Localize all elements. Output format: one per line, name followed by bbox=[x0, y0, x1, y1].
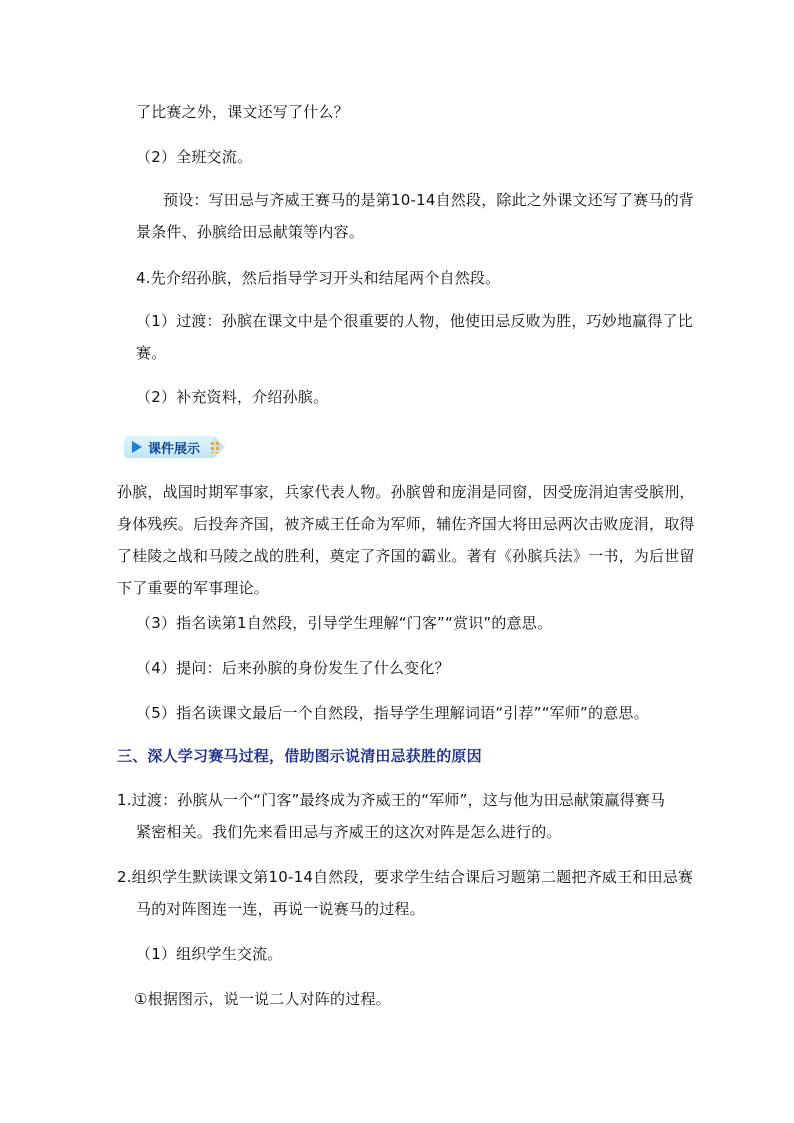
text-line: 下了重要的军事理论。 bbox=[117, 579, 270, 597]
text-line: 景条件、孙膑给田忌献策等内容。 bbox=[136, 223, 365, 241]
text-line: ①根据图示，说一说二人对阵的过程。 bbox=[134, 990, 391, 1008]
text-line: 1.过渡：孙膑从一个“门客”最终成为齐威王的“军师”，这与他为田忌献策赢得赛马 bbox=[117, 791, 666, 809]
text-line: 马的对阵图连一连，再说一说赛马的过程。 bbox=[136, 900, 425, 918]
text-line: （4）提问：后来孙膑的身份发生了什么变化？ bbox=[136, 659, 450, 677]
text-line: 预设：写田忌与齐威王赛马的是第10-14自然段，除此之外课文还写了赛马的背 bbox=[163, 191, 694, 209]
text-line: （2）补充资料，介绍孙膑。 bbox=[136, 388, 329, 406]
text-line: 身体残疾。后投奔齐国，被齐威王任命为军师，辅佐齐国大将田忌两次击败庞涓，取得 bbox=[117, 515, 695, 533]
text-line: （5）指名读课文最后一个自然段，指导学生理解词语“引荐”“军师”的意思。 bbox=[136, 704, 649, 722]
text-line: 了桂陵之战和马陵之战的胜利，奠定了齐国的霸业。著有《孙膑兵法》一书，为后世留 bbox=[117, 547, 695, 565]
text-line: （2）全班交流。 bbox=[136, 148, 253, 166]
text-line: 4.先介绍孙膑，然后指导学习开头和结尾两个自然段。 bbox=[136, 269, 501, 287]
text-line: （1）组织学生交流。 bbox=[136, 945, 283, 963]
text-line: （3）指名读第1自然段，引导学生理解“门客”“赏识”的意思。 bbox=[136, 614, 553, 632]
courseware-badge-body bbox=[124, 436, 214, 458]
text-line: （1）过渡：孙膑在课文中是个很重要的人物，他使田忌反败为胜，巧妙地赢得了比 bbox=[136, 312, 693, 330]
play-triangle-icon bbox=[132, 441, 142, 453]
text-line: 孙膑，战国时期军事家，兵家代表人物。孙膑曾和庞涓是同窗，因受庞涓迫害受膑刑， bbox=[117, 483, 695, 501]
courseware-badge-label: 课件展示 bbox=[148, 441, 201, 457]
text-line: 了比赛之外，课文还写了什么？ bbox=[136, 103, 349, 121]
text-line: 2.组织学生默读课文第10-14自然段，要求学生结合课后习题第二题把齐威王和田忌赛 bbox=[117, 868, 694, 886]
text-line: 紧密相关。我们先来看田忌与齐威王的这次对阵是怎么进行的。 bbox=[136, 823, 562, 841]
courseware-badge bbox=[124, 436, 214, 458]
decorative-dots-icon bbox=[210, 441, 220, 453]
section-heading: 三、深人学习赛马过程，借助图示说清田忌获胜的原因 bbox=[117, 747, 482, 765]
text-line: 赛。 bbox=[136, 344, 167, 362]
